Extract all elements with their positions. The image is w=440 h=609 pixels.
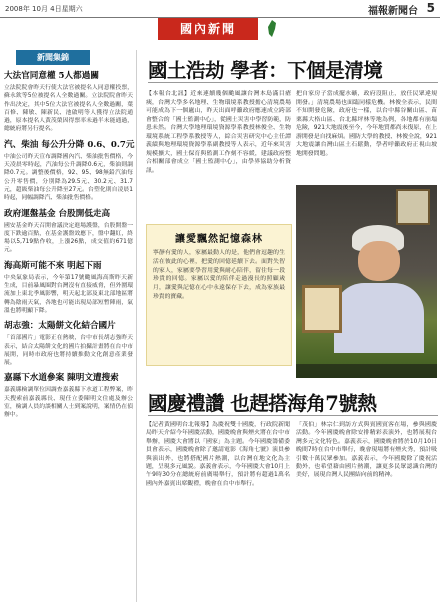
brief-title: 嘉縣下水道參案 陳明文遭搜索 bbox=[4, 373, 119, 384]
brief-body: 中央氣象局表示，今年第17號颱風海高斯昨天新生成，目前暴風圈對台灣沒有直接威脅，但外圍環流加上東北季風影響，明天起北部及東北部地區將轉為陰雨天氣，各地也可能出現局部短暫陣雨，氣溫也將明顯下降。 bbox=[4, 274, 133, 314]
page-number: 5 bbox=[426, 1, 435, 15]
person-face bbox=[358, 241, 400, 281]
article1-headline: 國土浩劫 學者：下個是清境 bbox=[148, 59, 383, 82]
briefs-tag: 新聞集錦 bbox=[16, 50, 90, 65]
brief-title: 海高斯可能不來 明起下雨 bbox=[4, 260, 102, 271]
photo-caption-bar bbox=[296, 364, 437, 378]
feature-box bbox=[146, 224, 292, 366]
newspaper-name: 福報新聞台 bbox=[368, 6, 418, 17]
article1-body-left bbox=[146, 90, 291, 175]
article2-headline bbox=[148, 388, 438, 416]
section-title: 國內新聞 bbox=[158, 18, 258, 40]
article1-paragraph: 把自家房子當成擺水礦，政府沒阻止，放任民眾違規開發。」清境農場也面臨同樣危機。林俊全表示，民間不知開發危險，政府也一樣，以台中縣谷關山區、苗栗縣大格山區、台北縣坪林等地為例，各地都有崩塌危險，921大地震後至今，今年地質都尚未復原，在上游開發是自找麻煩。國防大學的教授、林俊全說，921大地震讓台灣山區土石鬆動，學者呼籲政府正視山坡地開發問題。 bbox=[296, 91, 437, 157]
article1-body-right bbox=[296, 90, 437, 158]
brief-body: 立法院院會昨天行使大法官被提名人同意權投票，蘇永欽等5位被提名人全數過關。立法院院會昨天作出決定，其中5位大法官被提名人全數過關，葉百修、陳敏、陳新民、池啟明等人獲得立法院通過，原本提名人黃茂榮因得票率未過半未能通過，總統府將另行提名。 bbox=[4, 85, 133, 133]
article2-body-left bbox=[146, 421, 290, 603]
feature-body: 寧靜有愛的人，家屬最動人的是，他們會逗趣的生活在彼此的心裡，把愛的回憶延續下去。面對失智的家人，家屬要學習用愛與耐心陪伴，留住每一段珍貴的回憶。家屬以愛的陪伴走過漫長的照顧歲月，讓愛與記憶在心中永遠保存下去，成為家族最珍貴的寶藏。 bbox=[153, 250, 285, 300]
feature-title: 讓愛飄然記憶森林 bbox=[175, 234, 263, 245]
brief-body: 中油公司昨天宣布調降國內汽、柴油批售價格，今天凌晨零時起，汽油每公升調降0.6元，柴油則調降0.7元。調整後價格，92、95、98無鉛汽油每公升零售價，分別降為29.5元、30.2元、31.7元，超級柴油每公升降至27元。台塑化則自凌晨1時起，同幅調降汽、柴油批售價格。 bbox=[4, 153, 133, 202]
headline-divider bbox=[148, 82, 438, 83]
article2-paragraph: 「茂伯」林宗仁到訪方式與賓國賓客在場，參與國慶活動。今年國慶晚會除安排精彩表演外，也將展現台灣多元文化特色。嘉義表示，國慶晚會將於10月10日晚間7時在台中市舉行，晚會現場將有煙火秀，預計吸引數十萬民眾參加。嘉義表示，今年國慶除了慶祝活動外，也希望藉由國片熱潮，讓更多民眾認識台灣的美好，展現台灣人民團結向前的精神。 bbox=[296, 422, 437, 479]
brief-item bbox=[4, 261, 136, 315]
news-briefs-column bbox=[4, 50, 137, 602]
brief-item bbox=[4, 140, 136, 203]
brief-body: 國安基金昨天召開會議決定進場護盤，台股開盤一度下跌逾百點，在基金護盤效應下，盤中翻紅，終場以5,719點作收，上漲26點，成交值約671億元。 bbox=[4, 222, 133, 254]
article2-paragraph: 【記者黃國明台北報導】為慶祝雙十國慶，行政院新聞局昨天介紹今年國慶活動，國慶晚會與煙火將在台中市舉辦，國慶大會將以「國家」為主題。今年國慶籌備委員會表示，國慶晚會除了邀請電影《海角七號》演員參與演出外，也將搭配國片熱潮，以台灣在地文化為主題，呈現多元風貌。嘉義會表示，今年國慶大會10月上午9時30分在總統府前廣場舉行，預計將有超過1萬名國內外嘉賓出席觀禮，晚會在台中市舉行。 bbox=[146, 422, 290, 487]
issue-date: 2008年 10月 4日星期六 bbox=[5, 5, 83, 13]
headline-part: 國慶禮讚 也趕搭海角 bbox=[148, 392, 326, 415]
article1-paragraph: 【本報台北訊】近來連續幾個颱風讓台灣本島滿目瘡痍，台灣大學多名地理、生物環境系教授擔心清境農場可能成為下一個廬山，昨天出面呼籲政府應速成立跨部會整合的「國土監測中心」，從國土災害中學習防範，防患未然。台灣大學地理環境資源學系教授林俊全、生物環境系統工程學系教授等人，綜合災害研究中心主任譚義績與地理環境資源學系副教授等人表示，近年來災害規模擴大，國土保育與監測工作刻不容緩，建議政府整合相關部會成立「國土監測中心」，由學界協助分析資訊。 bbox=[146, 91, 291, 174]
headline-part: 號熱 bbox=[338, 392, 377, 415]
brief-title: 政府運盤基金 台股開低走高 bbox=[4, 208, 111, 219]
page-header bbox=[0, 0, 440, 18]
wall-picture-frame bbox=[396, 189, 430, 225]
held-photo-frame bbox=[302, 285, 342, 333]
brief-title: 大法官同意權 5人都過關 bbox=[4, 71, 99, 81]
taiwan-map-icon bbox=[258, 19, 284, 39]
headline-divider bbox=[148, 415, 438, 416]
brief-body: 「首部國片」電影正在熱映，台中市長胡志強昨天表示，結合太陽餅文化的國片拍攝計畫將在台中市展開，同時市政府也將持續推動文化創意產業發展。 bbox=[4, 335, 133, 367]
brief-item bbox=[4, 321, 136, 367]
brief-title: 汽、柴油 每公升分降 0.6、0.7元 bbox=[4, 139, 135, 150]
brief-item bbox=[4, 71, 136, 134]
brief-item bbox=[4, 373, 136, 419]
brief-item bbox=[4, 209, 136, 255]
brief-title: 胡志強：太陽餅文化結合國片 bbox=[4, 321, 116, 332]
person-body bbox=[334, 283, 424, 353]
article2-body-right bbox=[296, 421, 437, 480]
elderly-portrait-photo bbox=[296, 185, 437, 378]
brief-body: 嘉義縣檢調單位因調查嘉義縣下水道工程弊案，昨天搜索前嘉義縣長、現任立委陳明文住處及辦公室，檢調人員約談相關人士到案說明，案情仍在偵辦中。 bbox=[4, 387, 133, 419]
headline-number: 7 bbox=[325, 392, 339, 415]
